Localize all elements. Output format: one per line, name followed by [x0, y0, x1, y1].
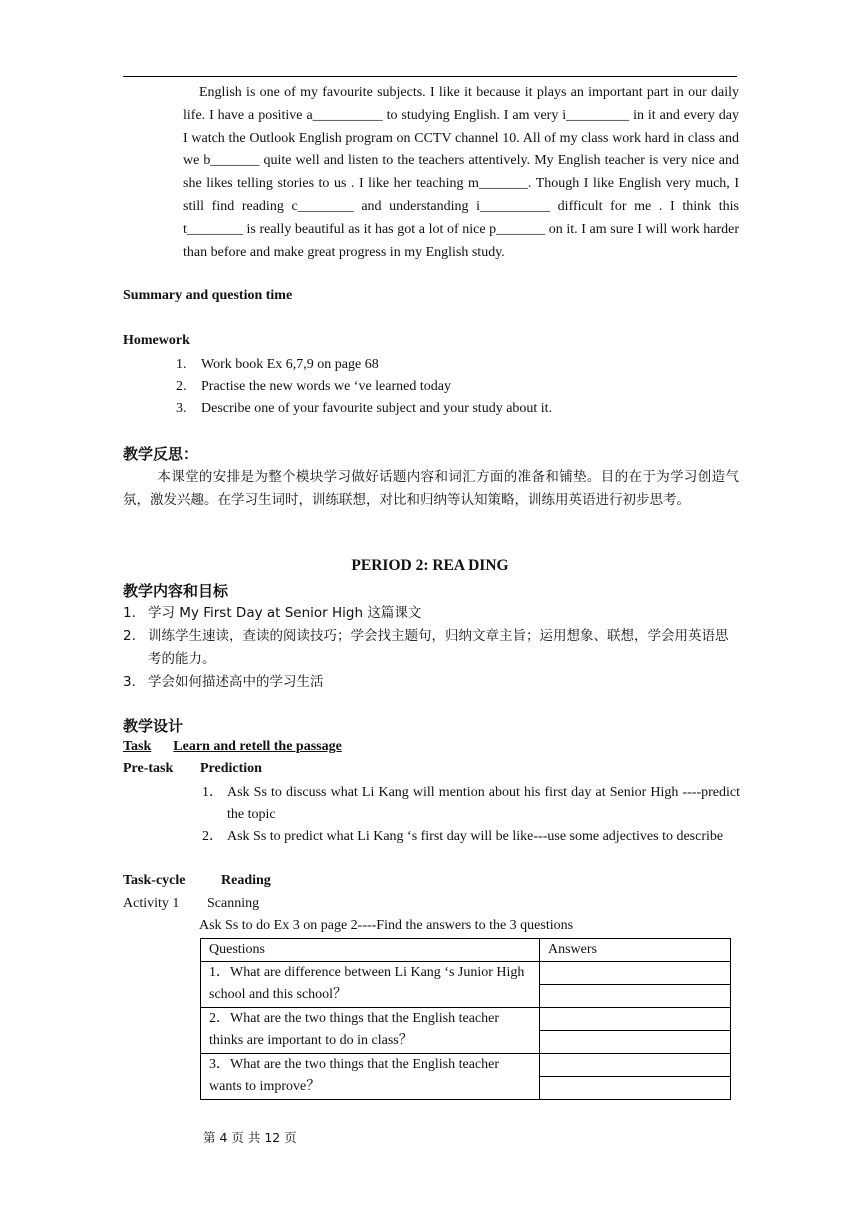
- pretask-label: Pre-task: [123, 761, 174, 776]
- table-row: [201, 962, 731, 985]
- reflection-heading: 教学反思：: [123, 445, 199, 463]
- questions-header: Questions: [201, 939, 540, 962]
- taskcycle-label: Task-cycle: [123, 873, 186, 888]
- header-rule: [123, 76, 737, 77]
- activity-title: Scanning: [207, 896, 260, 911]
- goal-item: 3． 学会如何描述高中的学习生活: [123, 674, 324, 690]
- pretask-item: 2． Ask Ss to predict what Li Kang ‘s first day will be like---use some adjectives to describe: [202, 829, 724, 844]
- answer-cell: [540, 985, 731, 1008]
- summary-heading: Summary and question time: [123, 288, 293, 303]
- homework-item: 2. Practise the new words we ‘ve learned today: [176, 379, 451, 394]
- pretask-item: 1． Ask Ss to discuss what Li Kang will mention about his first day at Senior High ----predict the topic: [202, 785, 740, 822]
- answer-cell: [540, 1031, 731, 1054]
- homework-item: 3. Describe one of your favourite subject and your study about it.: [176, 401, 553, 416]
- design-heading: 教学设计: [123, 717, 184, 735]
- answer-cell: [540, 962, 731, 985]
- goal-item: 1． 学习 My First Day at Senior High 这篇课文: [123, 605, 422, 621]
- questions-table: [200, 938, 731, 1100]
- question-cell: 2．What are the two things that the English teacher thinks are important to do in class？: [201, 1008, 540, 1054]
- table-row: [201, 1008, 731, 1031]
- table-row: [201, 1054, 731, 1077]
- table-header-row: [201, 939, 731, 962]
- taskcycle-title: Reading: [221, 873, 271, 888]
- activity-label: Activity 1: [123, 896, 180, 911]
- period-title: PERIOD 2: REA DING: [351, 557, 509, 574]
- question-cell: 3．What are the two things that the English teacher wants to improve？: [201, 1054, 540, 1100]
- reflection-text: 本课堂的安排是为整个模块学习做好话题内容和词汇方面的准备和铺垫。目的在于为学习创造气氛，激发兴趣。在学习生词时，训练联想，对比和归纳等认知策略，训练用英语进行初步思考。: [123, 469, 739, 508]
- answer-cell: [540, 1008, 731, 1031]
- page-footer: 第 4 页 共 12 页: [203, 1130, 297, 1145]
- task-line: Task Learn and retell the passage: [123, 739, 342, 754]
- cloze-passage: [183, 82, 739, 264]
- activity-instruction: Ask Ss to do Ex 3 on page 2----Find the answers to the 3 questions: [199, 918, 574, 933]
- answer-cell: [540, 1054, 731, 1077]
- cloze-passage-text: English is one of my favourite subjects. I like it because it plays an important part in our daily life. I have a positive a__________ to studying English. I am very i_________ in it and every day I watch the Outlook English program on CCTV channel 10. All of my class work hard in class and we b_______ quite well and listen to the teachers attentively. My English teacher is very nice and she likes telling stories to us . I like her teaching m_______. Though I like English very much, I still find reading c________ and understanding i__________ difficult for me . I think this t________ is really beautiful as it has got a lot of nice p_______ on it. I am sure I will work harder than before and make great progress in my English study.: [183, 85, 739, 260]
- answer-cell: [540, 1077, 731, 1100]
- pretask-title: Prediction: [200, 761, 262, 776]
- homework-item: 1. Work book Ex 6,7,9 on page 68: [176, 357, 379, 372]
- answers-header: Answers: [540, 939, 731, 962]
- question-cell: 1．What are difference between Li Kang ‘s Junior High school and this school？: [201, 962, 540, 1008]
- homework-heading: Homework: [123, 333, 190, 348]
- goals-heading: 教学内容和目标: [123, 582, 229, 600]
- goal-item: 2． 训练学生速读，查读的阅读技巧；学会找主题句，归纳文章主旨；运用想象、联想，学会用英语思考的能力。: [123, 628, 729, 667]
